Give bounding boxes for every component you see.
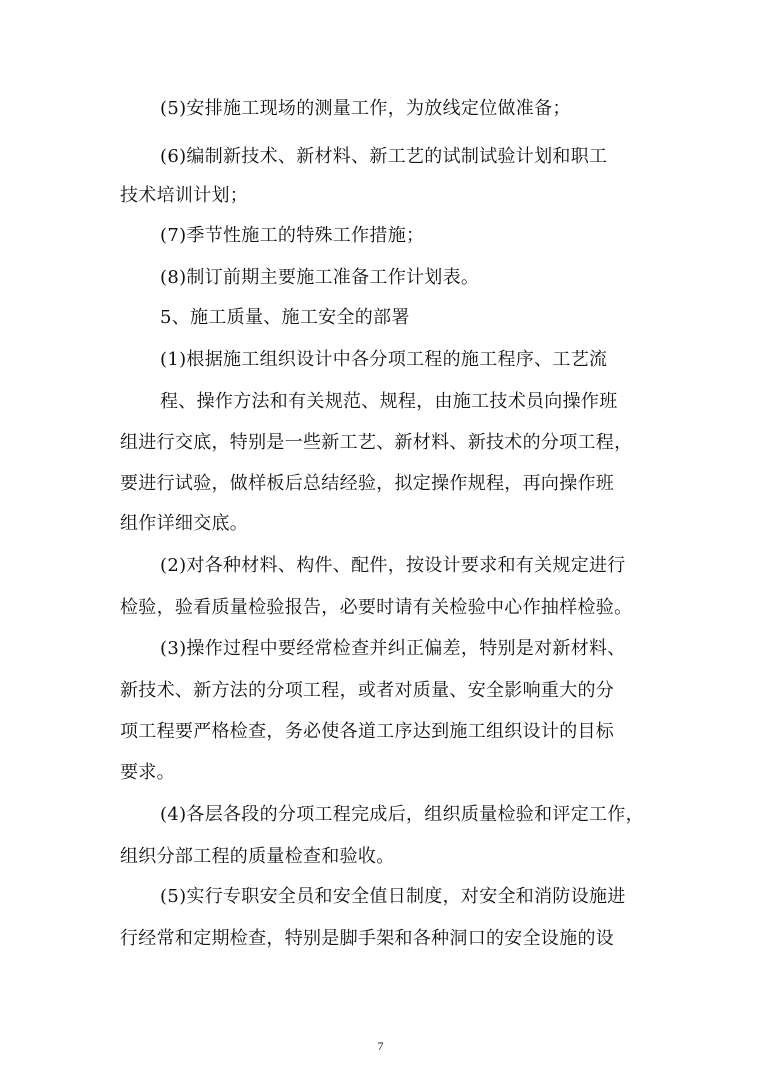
section-heading: 5、施工质量、施工安全的部署 [160,307,410,328]
text-line: (1)根据施工组织设计中各分项工程的施工程序、工艺流 [160,349,608,370]
text-line: 技术培训计划； [120,185,249,206]
text-line: 项工程要严格检查，务必使各道工序达到施工组织设计的目标 [120,721,615,742]
text-line: 组进行交底，特别是一些新工艺、新材料、新技术的分项工程， [120,432,633,453]
text-line: (5)安排施工现场的测量工作，为放线定位做准备； [160,98,571,119]
text-line: (6)编制新技术、新材料、新工艺的试制试验计划和职工 [160,146,608,167]
text-line: (8)制订前期主要施工准备工作计划表。 [160,267,480,288]
text-line: (7)季节性施工的特殊工作措施； [160,225,425,246]
text-line: (2)对各种材料、构件、配件，按设计要求和有关规定进行 [160,555,626,576]
text-line: 行经常和定期检查，特别是脚手架和各种洞口的安全设施的设 [120,928,615,949]
text-line: 新技术、新方法的分项工程，或者对质量、安全影响重大的分 [120,680,615,701]
text-line: 要求。 [120,762,175,783]
text-line: 组作详细交底。 [120,513,249,534]
text-line: 程、操作方法和有关规范、规程，由施工技术员向操作班 [160,391,618,412]
page-number: 7 [377,1039,384,1053]
text-line: 组织分部工程的质量检查和验收。 [120,846,395,867]
text-line: 检验，验看质量检验报告，必要时请有关检验中心作抽样检验。 [120,597,633,618]
text-line: (4)各层各段的分项工程完成后，组织质量检验和评定工作， [160,804,644,825]
text-line: (3)操作过程中要经常检查并纠正偏差，特别是对新材料、 [160,638,626,659]
text-line: (5)实行专职安全员和安全值日制度，对安全和消防设施进 [160,886,626,907]
text-line: 要进行试验，做样板后总结经验，拟定操作规程，再向操作班 [120,473,615,494]
